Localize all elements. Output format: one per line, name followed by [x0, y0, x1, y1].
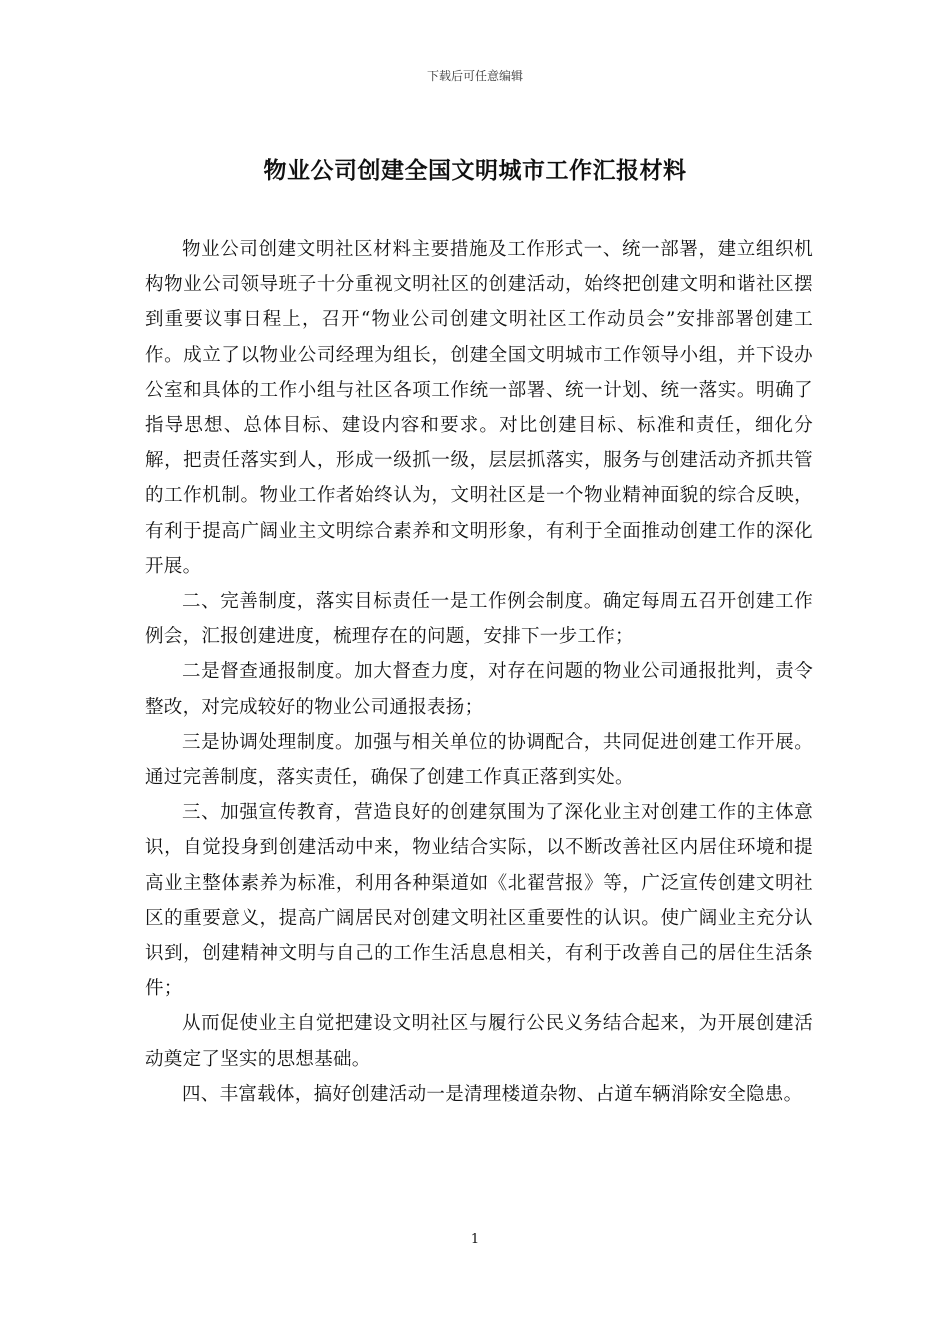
document-body — [145, 232, 813, 1112]
paragraph: 三是协调处理制度。加强与相关单位的协调配合，共同促进创建工作开展。通过完善制度，落实责任，确保了创建工作真正落到实处。 — [145, 731, 813, 789]
paragraph: 三、加强宣传教育，营造良好的创建氛围为了深化业主对创建工作的主体意识，自觉投身到创建活动中来，物业结合实际，以不断改善社区内居住环境和提高业主整体素养为标准，利用各种渠道如《北翟营报》等，广泛宣传创建文明社区的重要意义，提高广阔居民对创建文明社区重要性的认识。使广阔业主充分认识到，创建精神文明与自己的工作生活息息相关，有利于改善自己的居住生活条件； — [145, 802, 813, 1000]
document-title: 物业公司创建全国文明城市工作汇报材料 — [263, 157, 687, 184]
paragraph: 四、丰富载体，搞好创建活动一是清理楼道杂物、占道车辆消除安全隐患。 — [182, 1083, 803, 1105]
paragraph: 二是督查通报制度。加大督查力度，对存在问题的物业公司通报批判，责令整改，对完成较好的物业公司通报表扬； — [145, 661, 813, 718]
paragraph: 从而促使业主自觉把建设文明社区与履行公民义务结合起来，为开展创建活动奠定了坚实的思想基础。 — [145, 1013, 813, 1070]
paragraph: 二、完善制度，落实目标责任一是工作例会制度。确定每周五召开创建工作例会，汇报创建进度，梳理存在的问题，安排下一步工作； — [145, 591, 813, 648]
header-note: 下载后可任意编辑 — [426, 69, 523, 83]
paragraph: 物业公司创建文明社区材料主要措施及工作形式一、统一部署，建立组织机构物业公司领导班子十分重视文明社区的创建活动，始终把创建文明和谐社区摆到重要议事日程上，召开“物业公司创建文明社区工作动员会”安排部署创建工作。成立了以物业公司经理为组长，创建全国文明城市工作领导小组，并下设办公室和具体的工作小组与社区各项工作统一部署、统一计划、统一落实。明确了指导思想、总体目标、建设内容和要求。对比创建目标、标准和责任，细化分解，把责任落实到人，形成一级抓一级，层层抓落实，服务与创建活动齐抓共管的工作机制。物业工作者始终认为，文明社区是一个物业精神面貌的综合反映，有利于提高广阔业主文明综合素养和文明形象，有利于全面推动创建工作的深化开展。 — [145, 239, 813, 577]
page-number: 1 — [470, 1232, 480, 1247]
